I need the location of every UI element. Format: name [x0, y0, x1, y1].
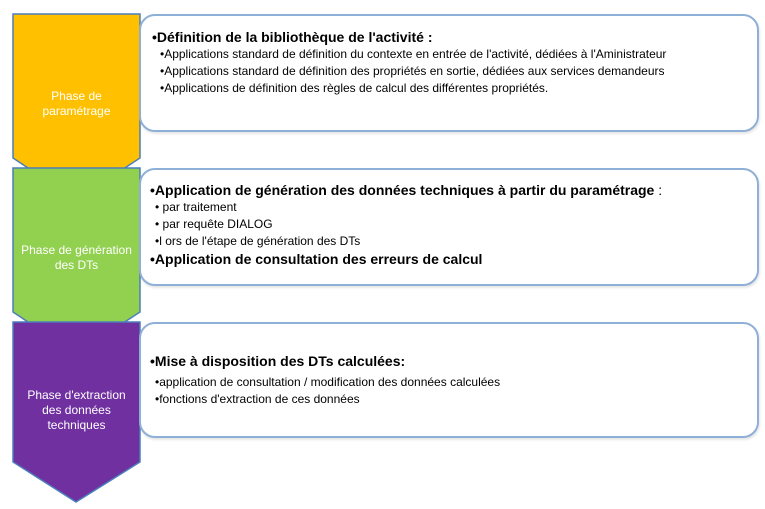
list-item-text: l ors de l'étape de génération des DTs	[159, 234, 361, 248]
phase-label-line: des DTs	[54, 258, 99, 272]
list-item-text: application de consultation / modification des données calculées	[159, 375, 501, 389]
heading-text: Application de génération des données techniques à partir du paramétrage	[154, 182, 655, 198]
bullet: •	[160, 64, 165, 78]
phase-label-line: Phase de	[51, 89, 102, 103]
heading-text: Application de consultation des erreurs de calcul	[154, 251, 483, 267]
list-item-text: Applications standard de définition des propriétés en sortie, dédiées aux services demandeurs	[164, 64, 665, 78]
phase-label-line: des données	[42, 403, 111, 417]
bullet: •	[152, 29, 157, 45]
bullet: •	[150, 251, 155, 267]
list-item	[155, 391, 500, 408]
bullet: •	[155, 392, 160, 406]
phase-label-line: paramétrage	[42, 104, 111, 118]
phase-label-line: Phase de génération	[21, 243, 132, 257]
list-item-text: par requête DIALOG	[159, 217, 273, 231]
phase-extraction-box	[139, 322, 759, 438]
phase-extraction-content	[150, 352, 501, 406]
heading-text: Mise à disposition des DTs calculées	[154, 353, 401, 369]
bullet: •	[155, 375, 160, 389]
list-item-text: fonctions d'extraction de ces données	[159, 392, 360, 406]
bullet: •	[160, 47, 165, 61]
bullet: •	[155, 234, 160, 248]
list-item-text: par traitement	[159, 200, 237, 214]
bullet: •	[150, 353, 155, 369]
bullet: •	[150, 182, 155, 198]
phase-extraction-label	[13, 388, 140, 433]
list-item-text: Applications standard de définition du contexte en entrée de l'activité, dédiées à l'Aministrateur	[164, 47, 667, 61]
heading-suffix: :	[400, 353, 406, 369]
bullet: •	[155, 200, 160, 214]
bullet: •	[155, 217, 160, 231]
heading-suffix: :	[654, 182, 663, 198]
list-item-text: Applications de définition des règles de calcul des différentes propriétés.	[164, 81, 549, 95]
bullet: •	[160, 81, 165, 95]
heading-text: Définition de la bibliothèque de l'activité :	[156, 29, 433, 45]
phase-label-line: Phase d'extraction	[27, 388, 126, 402]
content-heading	[150, 352, 495, 370]
list-item	[155, 374, 500, 391]
phase-label-line: techniques	[47, 418, 106, 432]
